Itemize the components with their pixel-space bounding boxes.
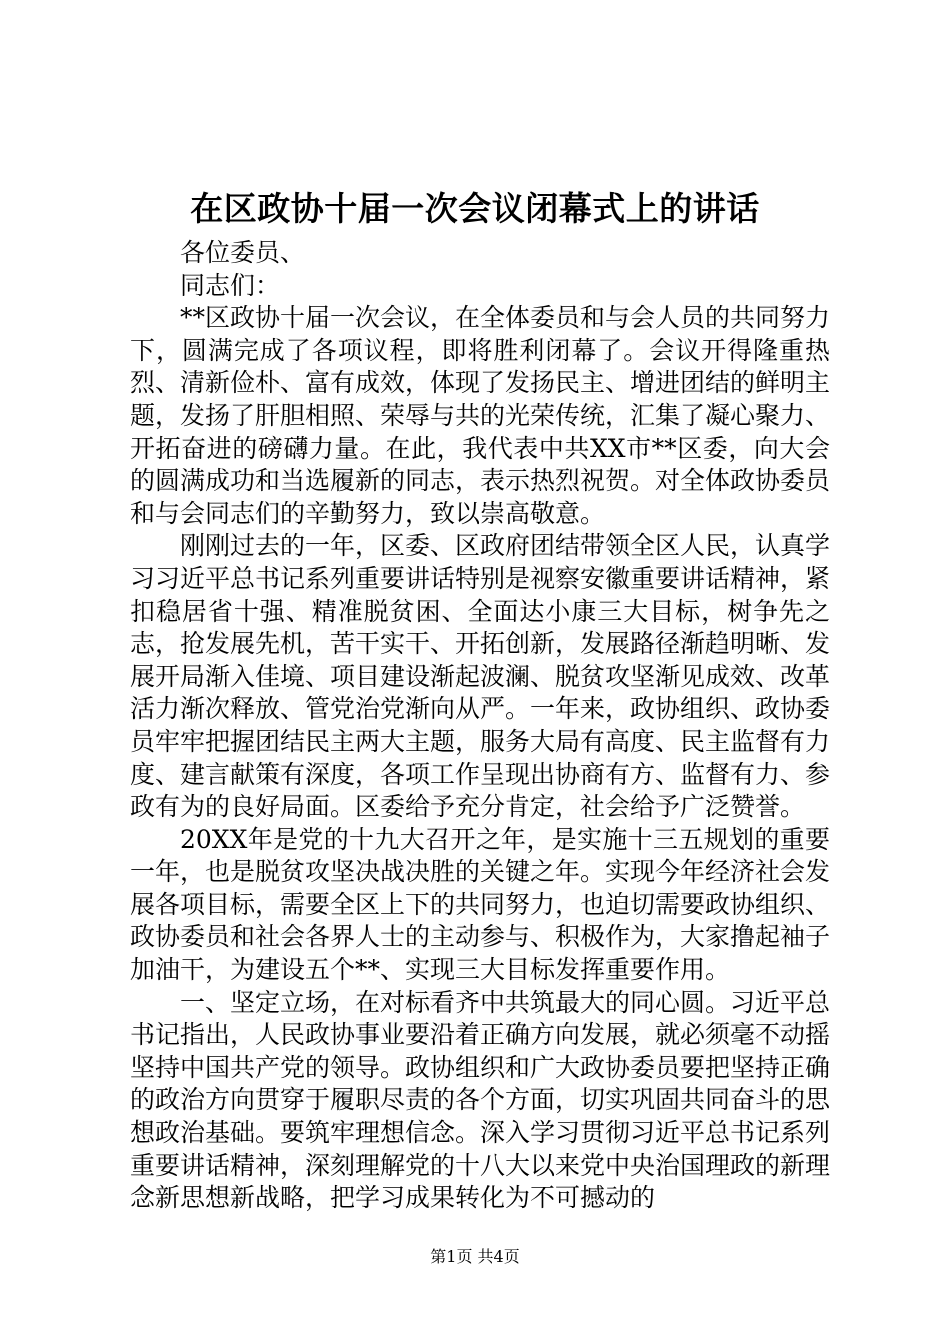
page-number-footer: 第1页 共4页	[430, 1247, 520, 1266]
paragraph-section-one: 一、坚定立场，在对标看齐中共筑最大的同心圆。习近平总书记指出，人民政协事业要沿着正确方向发展，就必须毫不动摇坚持中国共产党的领导。政协组织和广大政协委员要把坚持正确的政治方向贯穿于履职尽责的各个方面，切实巩固共同奋斗的思想政治基础。要筑牢理想信念。深入学习贯彻习近平总书记系列重要讲话精神，深刻理解党的十八大以来党中央治国理政的新理念新思想新战略，把学习成果转化为不可撼动的	[130, 987, 831, 1213]
document-title: 在区政协十届一次会议闭幕式上的讲话	[190, 189, 760, 228]
paragraph-year-goals: 20XX年是党的十九大召开之年，是实施十三五规划的重要一年，也是脱贫攻坚决战决胜的关键之年。实现今年经济社会发展各项目标，需要全区上下的共同努力，也迫切需要政协组织、政协委员和社会各界人士的主动参与、积极作为，大家撸起袖子加油干，为建设五个**、实现三大目标发挥重要作用。	[130, 824, 831, 985]
paragraph-opening: **区政协十届一次会议，在全体委员和与会人员的共同努力下，圆满完成了各项议程，即将胜利闭幕了。会议开得隆重热烈、清新俭朴、富有成效，体现了发扬民主、增进团结的鲜明主题，发扬了肝胆相照、荣辱与共的光荣传统，汇集了凝心聚力、开拓奋进的磅礴力量。在此，我代表中共XX市**区委，向大会的圆满成功和当选履新的同志，表示热烈祝贺。对全体政协委员和与会同志们的辛勤努力，致以崇高敬意。	[130, 303, 831, 528]
paragraph-review: 刚刚过去的一年，区委、区政府团结带领全区人民，认真学习习近平总书记系列重要讲话特别是视察安徽重要讲话精神，紧扣稳居省十强、精准脱贫困、全面达小康三大目标，树争先之志，抢发展先机，苦干实干、开拓创新，发展路径渐趋明晰、发展开局渐入佳境、项目建设渐起波澜、脱贫攻坚渐见成效、改革活力渐次释放、管党治党渐向从严。一年来，政协组织、政协委员牢牢把握团结民主两大主题，服务大局有高度、民主监督有力度、建言献策有深度，各项工作呈现出协商有方、监督有力、参政有为的良好局面。区委给予充分肯定，社会给予广泛赞誉。	[130, 531, 831, 822]
salutation-line-2: 同志们：	[180, 270, 281, 300]
document-body	[130, 237, 830, 1215]
salutation-line-1: 各位委员、	[180, 238, 306, 267]
